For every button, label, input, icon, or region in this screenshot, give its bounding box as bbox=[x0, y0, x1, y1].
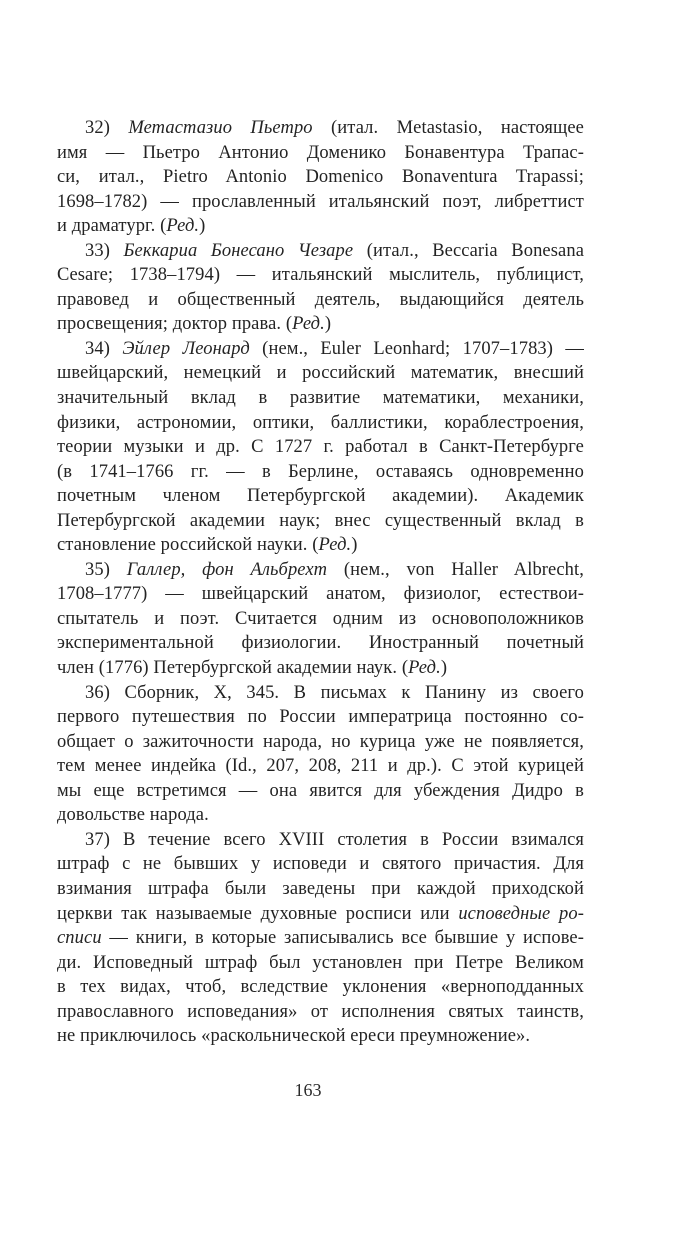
text-run: в тех видах, чтоб, вследствие уклонения «верноподданных bbox=[57, 977, 584, 998]
italic-text-run: Метастазио Пьетро bbox=[128, 118, 313, 138]
footnote-34 bbox=[57, 337, 584, 558]
text-run: 34) bbox=[85, 338, 123, 359]
text-run: просвещения; доктор права. ( bbox=[57, 314, 293, 335]
text-line bbox=[57, 902, 584, 927]
text-run: первого путешествия по России императрица постоянно со- bbox=[57, 707, 584, 728]
text-run: 35) bbox=[85, 559, 127, 580]
text-run: православного исповедания» от исполнения святых таинств, bbox=[57, 1001, 584, 1022]
text-line bbox=[57, 1000, 584, 1025]
text-line bbox=[57, 607, 584, 632]
text-run: член (1776) Петербургской академии наук. ( bbox=[57, 658, 409, 679]
text-run: становление российской науки. ( bbox=[57, 535, 319, 556]
text-run: 32) bbox=[85, 118, 129, 138]
text-line bbox=[57, 435, 584, 460]
text-line bbox=[57, 656, 584, 681]
text-run: ) bbox=[324, 314, 332, 335]
footnote-37 bbox=[57, 828, 584, 1049]
text-run: тем менее индейка (Id., 207, 208, 211 и др.). С этой курицей bbox=[57, 756, 584, 777]
text-line bbox=[57, 828, 584, 853]
text-run: штраф с не бывших у исповеди и святого причастия. Для bbox=[57, 854, 584, 875]
text-run: (в 1741–1766 гг. — в Берлине, оставаясь одновременно bbox=[57, 461, 584, 482]
text-run: 1708–1777) — швейцарский анатом, физиолог, естествои- bbox=[57, 584, 584, 605]
text-run: спытатель и поэт. Считается одним из основоположников bbox=[57, 608, 584, 629]
text-line bbox=[57, 926, 584, 951]
text-run: Cesare; 1738–1794) — итальянский мыслитель, публицист, bbox=[57, 265, 584, 286]
text-line bbox=[57, 239, 584, 264]
text-run: физики, астрономии, оптики, баллистики, кораблестроения, bbox=[57, 412, 584, 433]
text-line bbox=[57, 803, 584, 828]
text-run: мы еще встретимся — она явится для убеждения Дидро в bbox=[57, 780, 584, 801]
italic-text-run: Ред. bbox=[292, 314, 325, 335]
text-run: ) bbox=[440, 658, 448, 679]
text-run: теории музыки и др. С 1727 г. работал в Санкт-Петербурге bbox=[57, 437, 584, 458]
text-line bbox=[57, 141, 584, 166]
text-run: значительный вклад в развитие математики, механики, bbox=[57, 388, 584, 409]
text-run: не приключилось «раскольнической ереси преумножение». bbox=[57, 1026, 531, 1047]
text-line bbox=[57, 681, 584, 706]
text-run: и драматург. ( bbox=[57, 216, 167, 237]
text-line bbox=[57, 705, 584, 730]
text-line bbox=[57, 263, 584, 288]
italic-text-run: Ред. bbox=[318, 535, 352, 556]
text-line bbox=[57, 361, 584, 386]
text-line bbox=[57, 582, 584, 607]
italic-text-run: Галлер, фон Альбрехт bbox=[126, 559, 328, 580]
text-run: 33) bbox=[85, 240, 124, 261]
text-line bbox=[57, 460, 584, 485]
text-line bbox=[57, 312, 584, 337]
footnotes bbox=[57, 116, 584, 1049]
footnote-35 bbox=[57, 558, 584, 681]
text-line bbox=[57, 730, 584, 755]
text-line bbox=[57, 288, 584, 313]
text-run: (итал. Metastasio, настоящее bbox=[312, 118, 584, 138]
italic-text-run: Ред. bbox=[408, 658, 441, 679]
text-run: экспериментальной физиологии. Иностранный почетный bbox=[57, 633, 584, 654]
text-run: швейцарский, немецкий и российский математик, внесший bbox=[57, 363, 584, 384]
text-run: церкви так называемые духовные росписи или bbox=[57, 903, 459, 924]
text-line bbox=[57, 337, 584, 362]
text-run: Петербургской академии наук; внес существенный вклад в bbox=[57, 510, 584, 531]
text-run: довольстве народа. bbox=[57, 805, 209, 826]
text-line bbox=[57, 852, 584, 877]
italic-text-run: Ред. bbox=[166, 216, 200, 237]
text-line bbox=[57, 877, 584, 902]
footnote-32 bbox=[57, 116, 584, 239]
text-line bbox=[57, 558, 584, 583]
text-run: 36) Сборник, X, 345. В письмах к Панину из своего bbox=[85, 682, 584, 703]
italic-text-run: Беккариа Бонесано Чезаре bbox=[123, 240, 354, 261]
text-run: почетным членом Петербургской академии). Академик bbox=[57, 486, 584, 507]
footnote-33 bbox=[57, 239, 584, 337]
text-line bbox=[57, 533, 584, 558]
text-line bbox=[57, 165, 584, 190]
text-line bbox=[57, 116, 584, 141]
text-line bbox=[57, 779, 584, 804]
text-line bbox=[57, 951, 584, 976]
text-run: — книги, в которые записывались все бывшие у испове- bbox=[101, 928, 584, 949]
text-line bbox=[57, 975, 584, 1000]
text-run: си, итал., Pietro Antonio Domenico Bonaventura Trapassi; bbox=[57, 167, 584, 188]
text-line bbox=[57, 411, 584, 436]
text-line bbox=[57, 509, 584, 534]
text-run: взимания штрафа были заведены при каждой приходской bbox=[57, 878, 584, 899]
text-run: ) bbox=[351, 535, 358, 556]
text-run: 37) В течение всего XVIII столетия в России взимался bbox=[85, 829, 584, 850]
text-run: 1698–1782) — прославленный итальянский поэт, либреттист bbox=[57, 191, 584, 212]
text-line bbox=[57, 631, 584, 656]
italic-text-run: исповедные ро- bbox=[458, 903, 584, 924]
text-run: общает о зажиточности народа, но курица уже не появляется, bbox=[57, 731, 584, 752]
page-number: 163 bbox=[294, 1080, 322, 1100]
text-line bbox=[57, 754, 584, 779]
text-line bbox=[57, 1024, 584, 1049]
italic-text-run: списи bbox=[57, 928, 102, 949]
text-run: (итал., Beccaria Bonesana bbox=[353, 240, 585, 261]
footnote-36 bbox=[57, 681, 584, 828]
text-run: правовед и общественный деятель, выдающийся деятель bbox=[57, 289, 584, 310]
text-line bbox=[57, 484, 584, 509]
italic-text-run: Эйлер Леонард bbox=[122, 338, 250, 359]
text-run: ) bbox=[199, 216, 206, 237]
text-run: (нем., von Haller Albrecht, bbox=[327, 559, 584, 580]
text-line bbox=[57, 386, 584, 411]
text-line bbox=[57, 190, 584, 215]
text-run: имя — Пьетро Антонио Доменико Бонавентура Трапас- bbox=[57, 142, 584, 163]
text-line bbox=[57, 214, 584, 239]
text-run: (нем., Euler Leonhard; 1707–1783) — bbox=[249, 338, 584, 359]
text-run: ди. Исповедный штраф был установлен при Петре Великом bbox=[57, 952, 584, 973]
